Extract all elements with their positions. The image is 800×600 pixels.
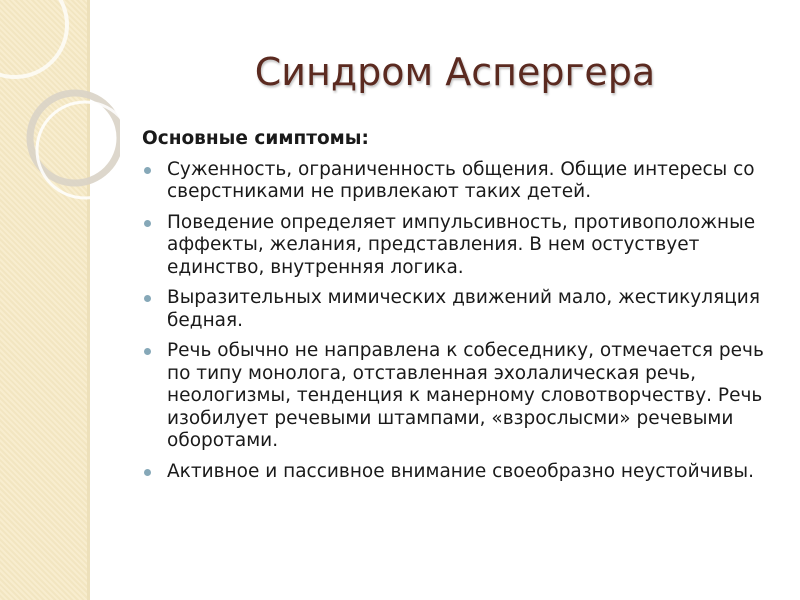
- bullet-icon: [144, 469, 151, 476]
- list-item: [142, 287, 774, 332]
- list-item-text: Речь обычно не направлена к собеседнику, отмечается речь по типу монолога, отставленная эхолалическая речь, неологизмы, тенденция к манерному словотворчеству. Речь изобилует речевыми штампами, «взрослысми» речевыми оборотами.: [167, 340, 764, 451]
- list-item-text: Активное и пассивное внимание своеобразно неустойчивы.: [167, 460, 754, 482]
- bullet-list: [142, 159, 774, 484]
- list-item: [142, 461, 774, 484]
- subheading: Основные симптомы:: [142, 128, 369, 149]
- list-item: [142, 212, 774, 280]
- list-item-text: Поведение определяет импульсивность, противоположные аффекты, желания, представления. В нем остуствует единство, внутренняя логика.: [167, 211, 756, 278]
- bullet-icon: [144, 220, 151, 227]
- list-item: [142, 340, 774, 453]
- slide-content: [142, 128, 774, 491]
- list-item-text: Выразительных мимических движений мало, жестикуляция бедная.: [167, 287, 760, 331]
- list-item: [142, 159, 774, 204]
- side-strip-edge: [87, 0, 90, 600]
- slide-title: Синдром Аспергера: [254, 50, 656, 94]
- bullet-icon: [144, 348, 151, 355]
- bullet-icon: [144, 295, 151, 302]
- decorative-side-strip: [0, 0, 87, 600]
- bullet-icon: [144, 167, 151, 174]
- list-item-text: Суженность, ограниченность общения. Общие интересы со сверстниками не привлекают таких детей.: [167, 158, 755, 202]
